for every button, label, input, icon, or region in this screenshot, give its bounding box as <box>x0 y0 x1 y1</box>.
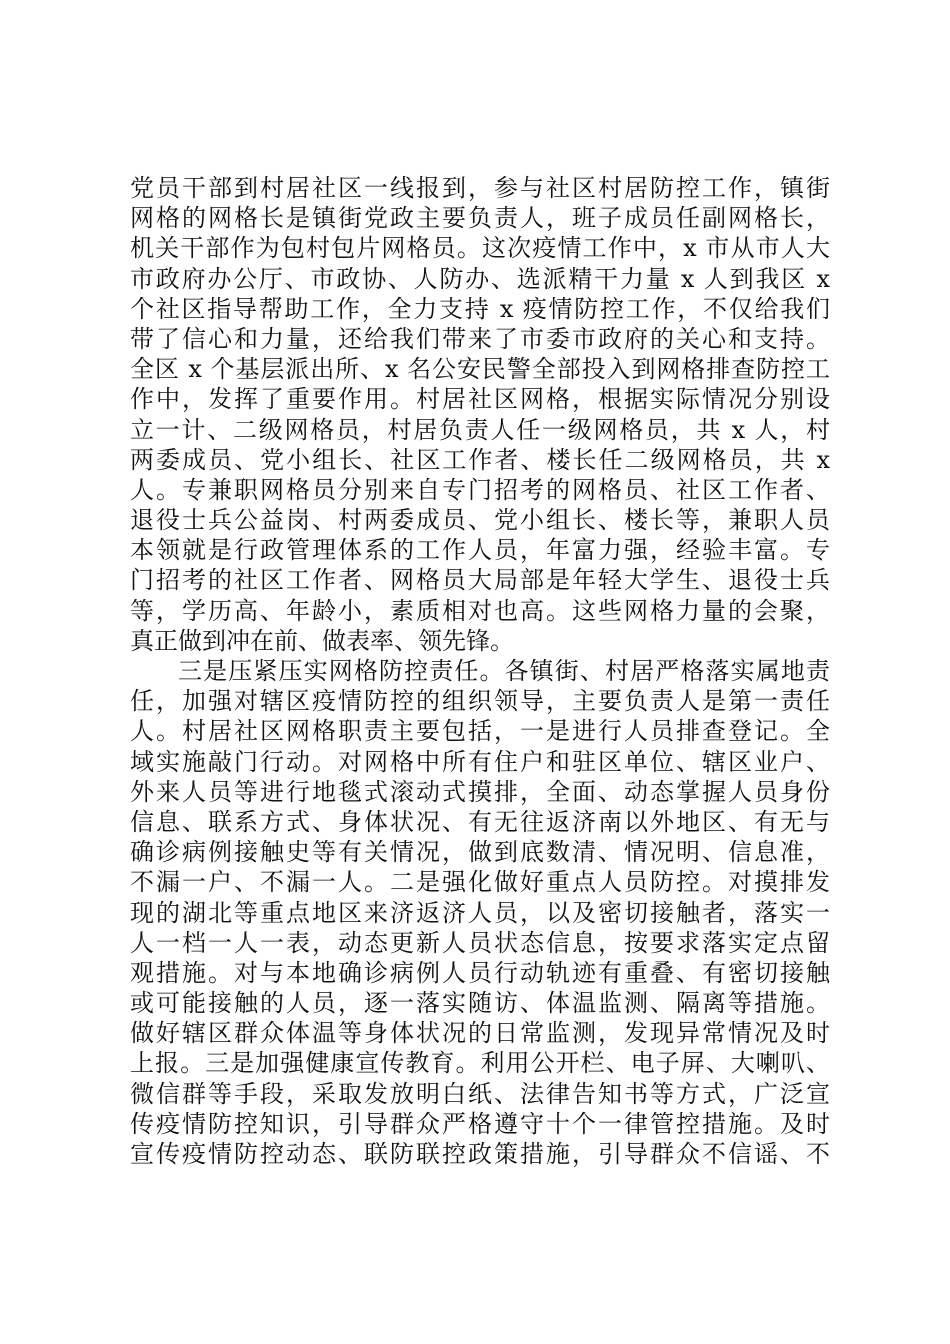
text-line: 等，学历高、年龄小，素质相对也高。这些网格力量的会聚， <box>130 596 830 625</box>
body-text <box>130 173 830 1169</box>
text-line: 传疫情防控知识，引导群众严格遵守十个一律管控措施。及时 <box>130 1109 830 1138</box>
text-line: 人一档一人一表，动态更新人员状态信息，按要求落实定点留 <box>130 928 830 957</box>
text-line: 域实施敲门行动。对网格中所有住户和驻区单位、辖区业户、 <box>130 747 830 776</box>
paragraph-start-line: 三是压紧压实网格防控责任。各镇街、村居严格落实属地责 <box>178 657 830 685</box>
text-line: 观措施。对与本地确诊病例人员行动轨迹有重叠、有密切接触 <box>130 958 830 987</box>
text-line: 确诊病例接触史等有关情况，做到底数清、情况明、信息准， <box>130 838 830 867</box>
text-line: 市政府办公厅、市政协、人防办、选派精干力量 x 人到我区 x <box>130 264 830 293</box>
text-line: 外来人员等进行地毯式滚动式摸排，全面、动态掌握人员身份 <box>130 777 830 806</box>
text-line: 微信群等手段，采取发放明白纸、法律告知书等方式，广泛宣 <box>130 1079 830 1108</box>
text-line: 真正做到冲在前、做表率、领先锋。 <box>130 626 514 655</box>
text-line: 个社区指导帮助工作，全力支持 x 疫情防控工作，不仅给我们 <box>130 294 830 323</box>
text-line: 宣传疫情防控动态、联防联控政策措施，引导群众不信谣、不 <box>130 1140 830 1168</box>
text-line: 机关干部作为包村包片网格员。这次疫情工作中，x 市从市人大 <box>130 234 830 263</box>
text-line: 立一计、二级网格员，村居负责人任一级网格员，共 x 人，村 <box>130 415 830 444</box>
text-line: 门招考的社区工作者、网格员大局部是年轻大学生、退役士兵 <box>130 566 830 595</box>
text-line: 或可能接触的人员，逐一落实随访、体温监测、隔离等措施。 <box>130 989 830 1018</box>
text-line: 党员干部到村居社区一线报到，参与社区村居防控工作，镇街 <box>130 174 830 202</box>
text-line: 网格的网格长是镇街党政主要负责人，班子成员任副网格长， <box>130 204 830 233</box>
text-line: 人。村居社区网格职责主要包括，一是进行人员排查登记。全 <box>130 717 830 746</box>
text-line: 不漏一户、不漏一人。二是强化做好重点人员防控。对摸排发 <box>130 868 830 897</box>
text-line: 任，加强对辖区疫情防控的组织领导，主要负责人是第一责任 <box>130 687 830 716</box>
text-line: 带了信心和力量，还给我们带来了市委市政府的关心和支持。 <box>130 324 830 353</box>
text-line: 退役士兵公益岗、村两委成员、党小组长、楼长等，兼职人员 <box>130 506 830 535</box>
text-line: 两委成员、党小组长、社区工作者、楼长任二级网格员，共 x <box>130 445 830 474</box>
text-line: 现的湖北等重点地区来济返济人员，以及密切接触者，落实一 <box>130 898 830 927</box>
text-line: 人。专兼职网格员分别来自专门招考的网格员、社区工作者、 <box>130 475 830 504</box>
text-line: 全区 x 个基层派出所、x 名公安民警全部投入到网格排查防控工 <box>130 355 830 384</box>
text-line: 作中，发挥了重要作用。村居社区网格，根据实际情况分别设 <box>130 385 830 414</box>
text-line: 做好辖区群众体温等身体状况的日常监测，发现异常情况及时 <box>130 1019 830 1048</box>
text-line: 上报。三是加强健康宣传教育。利用公开栏、电子屏、大喇叭、 <box>130 1049 830 1078</box>
text-line: 本领就是行政管理体系的工作人员，年富力强，经验丰富。专 <box>130 536 830 565</box>
text-line: 信息、联系方式、身体状况、有无往返济南以外地区、有无与 <box>130 807 830 836</box>
